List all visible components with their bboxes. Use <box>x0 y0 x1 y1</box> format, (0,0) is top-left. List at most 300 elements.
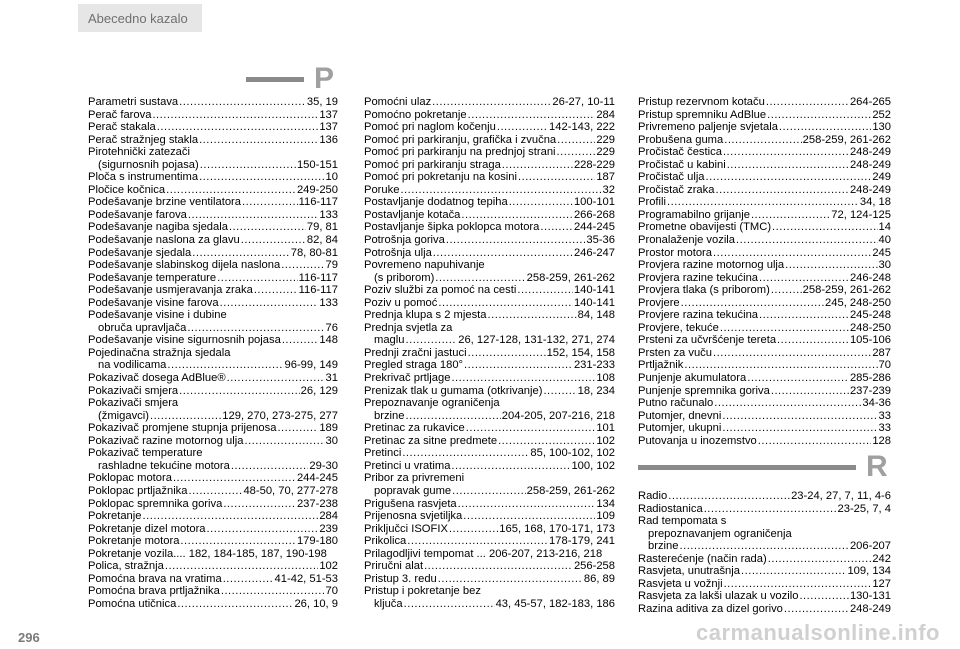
dot-leader <box>221 585 325 598</box>
index-term: Poziv službi za pomoć na cesti <box>364 284 517 297</box>
index-entry <box>638 322 891 335</box>
index-term: ključa <box>374 597 403 610</box>
watermark: carmanualsonline.info <box>696 620 940 645</box>
index-pages: 109, 134 <box>847 565 891 578</box>
dot-leader <box>199 134 318 147</box>
index-term: Postavljanje kotača <box>364 208 461 221</box>
index-pages: 246-247 <box>573 246 615 259</box>
index-entry <box>364 146 615 159</box>
index-term: Pločice kočnica <box>88 183 166 196</box>
index-term: Perač stakala <box>88 121 156 134</box>
index-entry <box>88 447 338 460</box>
index-pages: 23-25, 7, 4 <box>837 502 891 515</box>
page-number: 296 <box>18 630 40 645</box>
index-term: Prednja klupa s 2 mjesta <box>364 309 487 322</box>
dot-leader <box>464 359 573 372</box>
index-pages: 178-179, 241 <box>549 535 615 548</box>
index-entry <box>364 410 615 423</box>
index-entry <box>88 109 338 122</box>
index-entry <box>638 359 891 372</box>
dot-leader <box>150 410 221 423</box>
dot-leader <box>180 535 296 548</box>
index-term: Radiostanica <box>638 502 703 515</box>
index-pages: 78, 80-81 <box>290 246 338 259</box>
dot-leader <box>540 221 573 234</box>
index-entry <box>88 134 338 147</box>
index-entry <box>364 598 615 611</box>
index-entry <box>364 498 615 511</box>
header-bar <box>0 0 960 36</box>
index-term: Potrošnja goriva <box>364 234 445 247</box>
letter-p: P <box>314 62 335 95</box>
dot-leader <box>451 372 595 385</box>
index-pages: 264-265 <box>849 96 891 108</box>
index-pages: 108 <box>596 372 615 385</box>
index-pages: 32 <box>602 183 615 196</box>
index-pages: 82, 84 <box>306 234 338 247</box>
index-pages: 116-117 <box>298 284 338 297</box>
index-entry <box>364 510 615 523</box>
index-pages: 189 <box>319 422 338 435</box>
index-pages: 35-36 <box>586 234 615 247</box>
index-entry <box>638 503 891 516</box>
index-term: Profili <box>638 196 666 209</box>
index-pages: 140-141 <box>573 296 615 309</box>
index-term: Podešavanje farova <box>88 208 187 221</box>
index-pages: 127 <box>872 577 891 590</box>
index-term: Pomoć pri parkiranju na prednjoj strani <box>364 146 556 159</box>
index-entry <box>88 535 338 548</box>
index-pages: 140-141 <box>573 284 615 297</box>
index-pages: 102 <box>596 434 615 447</box>
index-entry <box>364 372 615 385</box>
index-term: Pretinci <box>364 447 402 460</box>
index-pages: 228-229 <box>573 158 615 171</box>
dot-leader <box>785 259 877 272</box>
index-term: rashladne tekućine motora <box>98 459 230 472</box>
index-pages: 26, 10, 9 <box>294 597 338 610</box>
index-term: Pročistač ulja <box>638 171 705 184</box>
index-pages: 35, 19 <box>306 96 338 108</box>
index-pages: 252 <box>872 108 891 121</box>
index-term: (žmigavci) <box>98 409 149 422</box>
index-pages: 242 <box>872 552 891 565</box>
dot-leader <box>231 460 309 473</box>
index-entry <box>638 309 891 322</box>
index-term: Podešavanje slabinskog dijela naslona <box>88 259 281 272</box>
index-pages: 134 <box>596 497 615 510</box>
dot-leader <box>452 485 526 498</box>
index-pages: 129, 270, 273-275, 277 <box>222 409 338 422</box>
index-term: Postavljanje dodatnog tepiha <box>364 196 508 209</box>
index-term: Prigušena rasvjeta <box>364 497 457 510</box>
dot-leader <box>758 435 872 448</box>
index-pages: 100-101 <box>573 196 615 209</box>
index-term: Ploča s instrumentima <box>88 171 199 184</box>
index-entry <box>638 603 891 616</box>
index-entry <box>364 209 615 222</box>
index-term: Pirotehnički zatezači <box>88 146 190 159</box>
index-pages: 165, 168, 170-171, 173 <box>499 522 615 535</box>
index-pages: 70 <box>878 359 891 372</box>
dot-leader <box>173 472 296 485</box>
index-entry <box>88 435 338 448</box>
dot-leader <box>509 196 573 209</box>
index-term: Pronalaženje vozila <box>638 234 736 247</box>
index-term: Prilagodljivi tempomat ... 206-207, 213-216, 218 <box>364 547 603 560</box>
letter-r: R <box>866 450 888 483</box>
index-pages: 245-248 <box>849 309 891 322</box>
index-pages: 229 <box>596 146 615 159</box>
dot-leader <box>704 503 837 516</box>
index-entry <box>638 590 891 603</box>
index-pages: 133 <box>319 296 338 309</box>
index-entry <box>638 184 891 197</box>
dot-leader <box>227 372 325 385</box>
index-term: Pomoćni ulaz <box>364 96 432 108</box>
index-entry <box>364 284 615 297</box>
index-pages: 33 <box>878 409 891 422</box>
index-entry <box>88 272 338 285</box>
index-term: Podešavanje usmjeravanja zraka <box>88 284 253 297</box>
index-term: Prijenosna svjetiljka <box>364 510 463 523</box>
index-term: Rasvjeta za lakši ulazak u vozilo <box>638 590 799 603</box>
dot-leader <box>466 422 596 435</box>
index-entry <box>364 585 615 598</box>
dot-leader <box>759 309 849 322</box>
index-term: obruča upravljača <box>98 321 187 334</box>
dot-leader <box>435 272 525 285</box>
index-term: Pristup rezervnom kotaču <box>638 96 765 108</box>
index-term: Provjera razine tekućina <box>638 271 759 284</box>
dot-leader <box>402 447 529 460</box>
index-pages: 204-205, 207-216, 218 <box>501 409 615 422</box>
index-entry <box>88 422 338 435</box>
index-term: Pročistač u kabini <box>638 158 726 171</box>
dot-leader <box>223 573 274 586</box>
index-term: Prsten za vuču <box>638 346 712 359</box>
index-term: Pokretanje motora <box>88 535 180 548</box>
dot-leader <box>438 297 573 310</box>
index-pages: 26-27, 10-11 <box>552 96 615 108</box>
index-pages: 239 <box>319 522 338 535</box>
index-pages: 245 <box>872 246 891 259</box>
dot-leader <box>497 121 548 134</box>
dot-leader <box>715 184 848 197</box>
index-term: Pročistač čestica <box>638 146 722 159</box>
index-pages: 26, 127-128, 131-132, 271, 274 <box>458 334 615 347</box>
index-term: Punjenje spremnika goriva <box>638 384 770 397</box>
index-term: Putomjer, ukupni <box>638 422 722 435</box>
index-entry <box>638 221 891 234</box>
dot-leader <box>217 272 297 285</box>
index-entry <box>88 159 338 172</box>
index-pages: 105-106 <box>849 334 891 347</box>
index-pages: 206-207 <box>849 540 891 553</box>
index-term: Prekrivač prtljage <box>364 372 451 385</box>
index-entry <box>364 159 615 172</box>
index-entry <box>364 560 615 573</box>
index-entry <box>364 447 615 460</box>
index-term: Probušena guma <box>638 133 724 146</box>
index-term: popravak gume <box>374 484 452 497</box>
dot-leader <box>498 435 595 448</box>
index-entry <box>364 385 615 398</box>
index-entry <box>88 359 338 372</box>
index-pages: 248-250 <box>849 321 891 334</box>
index-term: Razina aditiva za dizel gorivo <box>638 602 783 615</box>
index-term: Pokazivač razine motornog ulja <box>88 434 244 447</box>
dot-leader <box>432 96 551 109</box>
dot-leader <box>405 334 457 347</box>
index-term: Pokretanje <box>88 510 142 523</box>
dot-leader <box>187 322 324 335</box>
index-term: Pokazivač temperature <box>88 447 203 460</box>
dot-leader <box>517 284 573 297</box>
index-term: Prtljažnik <box>638 359 684 372</box>
index-entry <box>638 171 891 184</box>
index-entry <box>88 485 338 498</box>
dot-leader <box>777 334 849 347</box>
index-entry <box>88 209 338 222</box>
dot-leader <box>736 234 878 247</box>
index-term: (sigurnosnih pojasa) <box>98 158 199 171</box>
letter-heading-r <box>638 452 888 482</box>
index-entry <box>88 309 338 322</box>
dot-leader <box>747 372 849 385</box>
index-term: brzine <box>648 540 679 553</box>
dot-leader <box>229 221 306 234</box>
index-term: Pomoć pri naglom kočenju <box>364 121 496 134</box>
index-pages: 96-99, 149 <box>284 359 338 372</box>
index-pages: 137 <box>319 121 338 134</box>
index-entry <box>364 96 615 109</box>
index-term: Pomoćna brava prtljažnika <box>88 585 220 598</box>
index-term: Pojedinačna stražnja sjedala <box>88 346 231 359</box>
dot-leader <box>458 498 596 511</box>
index-term: Poklopac spremnika goriva <box>88 497 223 510</box>
index-pages: 102 <box>319 560 338 573</box>
index-pages: 85, 100-102, 102 <box>530 447 615 460</box>
index-pages: 101 <box>596 422 615 435</box>
dot-leader <box>438 573 583 586</box>
letter-rule <box>246 77 304 82</box>
index-entry <box>638 372 891 385</box>
index-term: Poklopac prtljažnika <box>88 484 188 497</box>
dot-leader <box>166 184 296 197</box>
dot-leader <box>488 309 577 322</box>
index-entry <box>364 397 615 410</box>
index-pages: 33 <box>878 422 891 435</box>
dot-leader <box>407 535 548 548</box>
index-entry <box>638 422 891 435</box>
index-pages: 29-30 <box>309 459 338 472</box>
index-pages: 237-238 <box>296 497 338 510</box>
index-pages: 109 <box>596 510 615 523</box>
index-term: Povremeno napuhivanje <box>364 259 485 272</box>
index-term: Rasvjeta, unutrašnja <box>638 565 740 578</box>
index-entry <box>88 523 338 536</box>
index-entry <box>364 297 615 310</box>
index-term: Pokazivači smjera <box>88 384 179 397</box>
header-title: Abecedno kazalo <box>88 10 188 26</box>
index-entry <box>364 548 615 561</box>
dot-leader <box>207 523 319 536</box>
index-term: Rasvjeta u vožnji <box>638 577 723 590</box>
index-entry <box>364 134 615 147</box>
index-entry <box>638 565 891 578</box>
dot-leader <box>244 435 324 448</box>
index-pages: 10 <box>325 171 338 184</box>
index-pages: 245, 248-250 <box>825 296 891 309</box>
dot-leader <box>192 247 289 260</box>
index-term: Prednja svjetla za <box>364 321 453 334</box>
index-term: Pregled straga 180° <box>364 359 464 372</box>
index-entry <box>638 334 891 347</box>
index-term: prepoznavanjem ograničenja <box>648 527 792 540</box>
index-entry <box>638 578 891 591</box>
index-entry <box>88 498 338 511</box>
index-pages: 285-286 <box>849 372 891 385</box>
index-entry <box>88 548 338 561</box>
index-term: Poruke <box>364 183 400 196</box>
dot-leader <box>179 385 300 398</box>
index-term: na vodilicama <box>98 359 167 372</box>
index-entry <box>88 234 338 247</box>
index-entry <box>88 385 338 398</box>
index-entry <box>88 247 338 260</box>
dot-leader <box>779 121 871 134</box>
dot-leader <box>502 159 573 172</box>
index-term: Pristup 3. redu <box>364 572 437 585</box>
index-term: Pokazivač dosega AdBlue® <box>88 372 226 385</box>
index-entry <box>88 410 338 423</box>
dot-leader <box>177 598 293 611</box>
index-entry <box>364 234 615 247</box>
index-term: Privremeno paljenje svjetala <box>638 121 778 134</box>
index-column-3-r <box>638 490 891 615</box>
index-term: Poziv u pomoć <box>364 296 438 309</box>
index-entry <box>88 460 338 473</box>
index-entry <box>88 196 338 209</box>
index-pages: 30 <box>878 259 891 272</box>
index-term: Prometne obavijesti (TMC) <box>638 221 772 234</box>
index-term: Pomoć pri parkiranju, grafička i zvučna <box>364 133 557 146</box>
dot-leader <box>667 196 859 209</box>
dot-leader <box>220 297 319 310</box>
index-entry <box>638 397 891 410</box>
index-entry <box>638 385 891 398</box>
index-term: Rad tempomata s <box>638 515 727 528</box>
index-entry <box>638 247 891 260</box>
index-entry <box>364 247 615 260</box>
index-term: Podešavanje nagiba sjedala <box>88 221 228 234</box>
index-pages: 248-249 <box>849 602 891 615</box>
index-pages: 130 <box>872 121 891 134</box>
index-entry <box>364 272 615 285</box>
index-term: Punjenje akumulatora <box>638 372 747 385</box>
dot-leader <box>668 490 790 503</box>
index-term: Pretinac za sitne predmete <box>364 434 498 447</box>
index-term: Pokretanje vozila.... 182, 184-185, 187, 190-198 <box>88 547 327 560</box>
dot-leader <box>189 485 243 498</box>
index-entry <box>88 121 338 134</box>
index-term: Poklopac motora <box>88 472 172 485</box>
index-pages: 284 <box>596 108 615 121</box>
dot-leader <box>759 272 849 285</box>
index-pages: 72, 124-125 <box>831 208 891 221</box>
index-term: Podešavanje visine farova <box>88 296 219 309</box>
index-entry <box>364 359 615 372</box>
index-term: Programabilno grijanje <box>638 208 750 221</box>
index-pages: 256-258 <box>573 560 615 573</box>
index-pages: 133 <box>319 208 338 221</box>
dot-leader <box>727 159 849 172</box>
index-term: Provjere, tekuće <box>638 321 719 334</box>
dot-leader <box>277 422 318 435</box>
index-pages: 258-259, 261-262 <box>526 271 615 284</box>
index-pages: 48-50, 70, 277-278 <box>243 484 338 497</box>
index-entry <box>364 334 615 347</box>
index-pages: 34, 18 <box>859 196 891 209</box>
index-entry <box>88 221 338 234</box>
index-entry <box>364 535 615 548</box>
index-entry <box>364 309 615 322</box>
index-term: Pomoćno pokretanje <box>364 108 467 121</box>
dot-leader <box>766 96 849 109</box>
index-term: Podešavanje visine i dubine <box>88 309 227 322</box>
index-entry <box>638 96 891 109</box>
index-pages: 79 <box>325 259 338 272</box>
index-term: Podešavanje sjedala <box>88 246 192 259</box>
index-pages: 84, 148 <box>577 309 615 322</box>
index-term: Pribor za privremeni <box>364 472 465 485</box>
index-term: Postavljanje šipka poklopca motora <box>364 221 540 234</box>
index-term: Pokretanje dizel motora <box>88 522 206 535</box>
index-entry <box>638 297 891 310</box>
index-pages: 266-268 <box>573 208 615 221</box>
index-pages: 248-249 <box>849 158 891 171</box>
index-pages: 40 <box>878 234 891 247</box>
index-entry <box>638 109 891 122</box>
dot-leader <box>751 209 830 222</box>
index-term: (s priborom) <box>374 271 435 284</box>
dot-leader <box>242 196 298 209</box>
dot-leader <box>400 184 601 197</box>
index-entry <box>364 485 615 498</box>
index-entry <box>88 259 338 272</box>
index-pages: 136 <box>319 133 338 146</box>
index-pages: 86, 89 <box>583 572 615 585</box>
index-pages: 31 <box>325 372 338 385</box>
dot-leader <box>451 460 570 473</box>
index-pages: 150-151 <box>296 158 338 171</box>
index-entry <box>638 209 891 222</box>
index-pages: 244-245 <box>296 472 338 485</box>
dot-leader <box>449 523 498 536</box>
index-term: Prenizak tlak u gumama (otkrivanje) <box>364 384 543 397</box>
index-pages: 18, 234 <box>577 384 615 397</box>
index-pages: 23-24, 27, 7, 11, 4-6 <box>791 490 891 502</box>
index-term: Provjera tlaka (s priborom) <box>638 284 770 297</box>
index-pages: 284 <box>319 510 338 523</box>
index-entry <box>364 472 615 485</box>
dot-leader <box>720 322 849 335</box>
index-entry <box>638 490 891 503</box>
dot-leader <box>463 510 595 523</box>
index-term: Prepoznavanje ograničenja <box>364 397 500 410</box>
index-term: Perač stražnjeg stakla <box>88 133 199 146</box>
